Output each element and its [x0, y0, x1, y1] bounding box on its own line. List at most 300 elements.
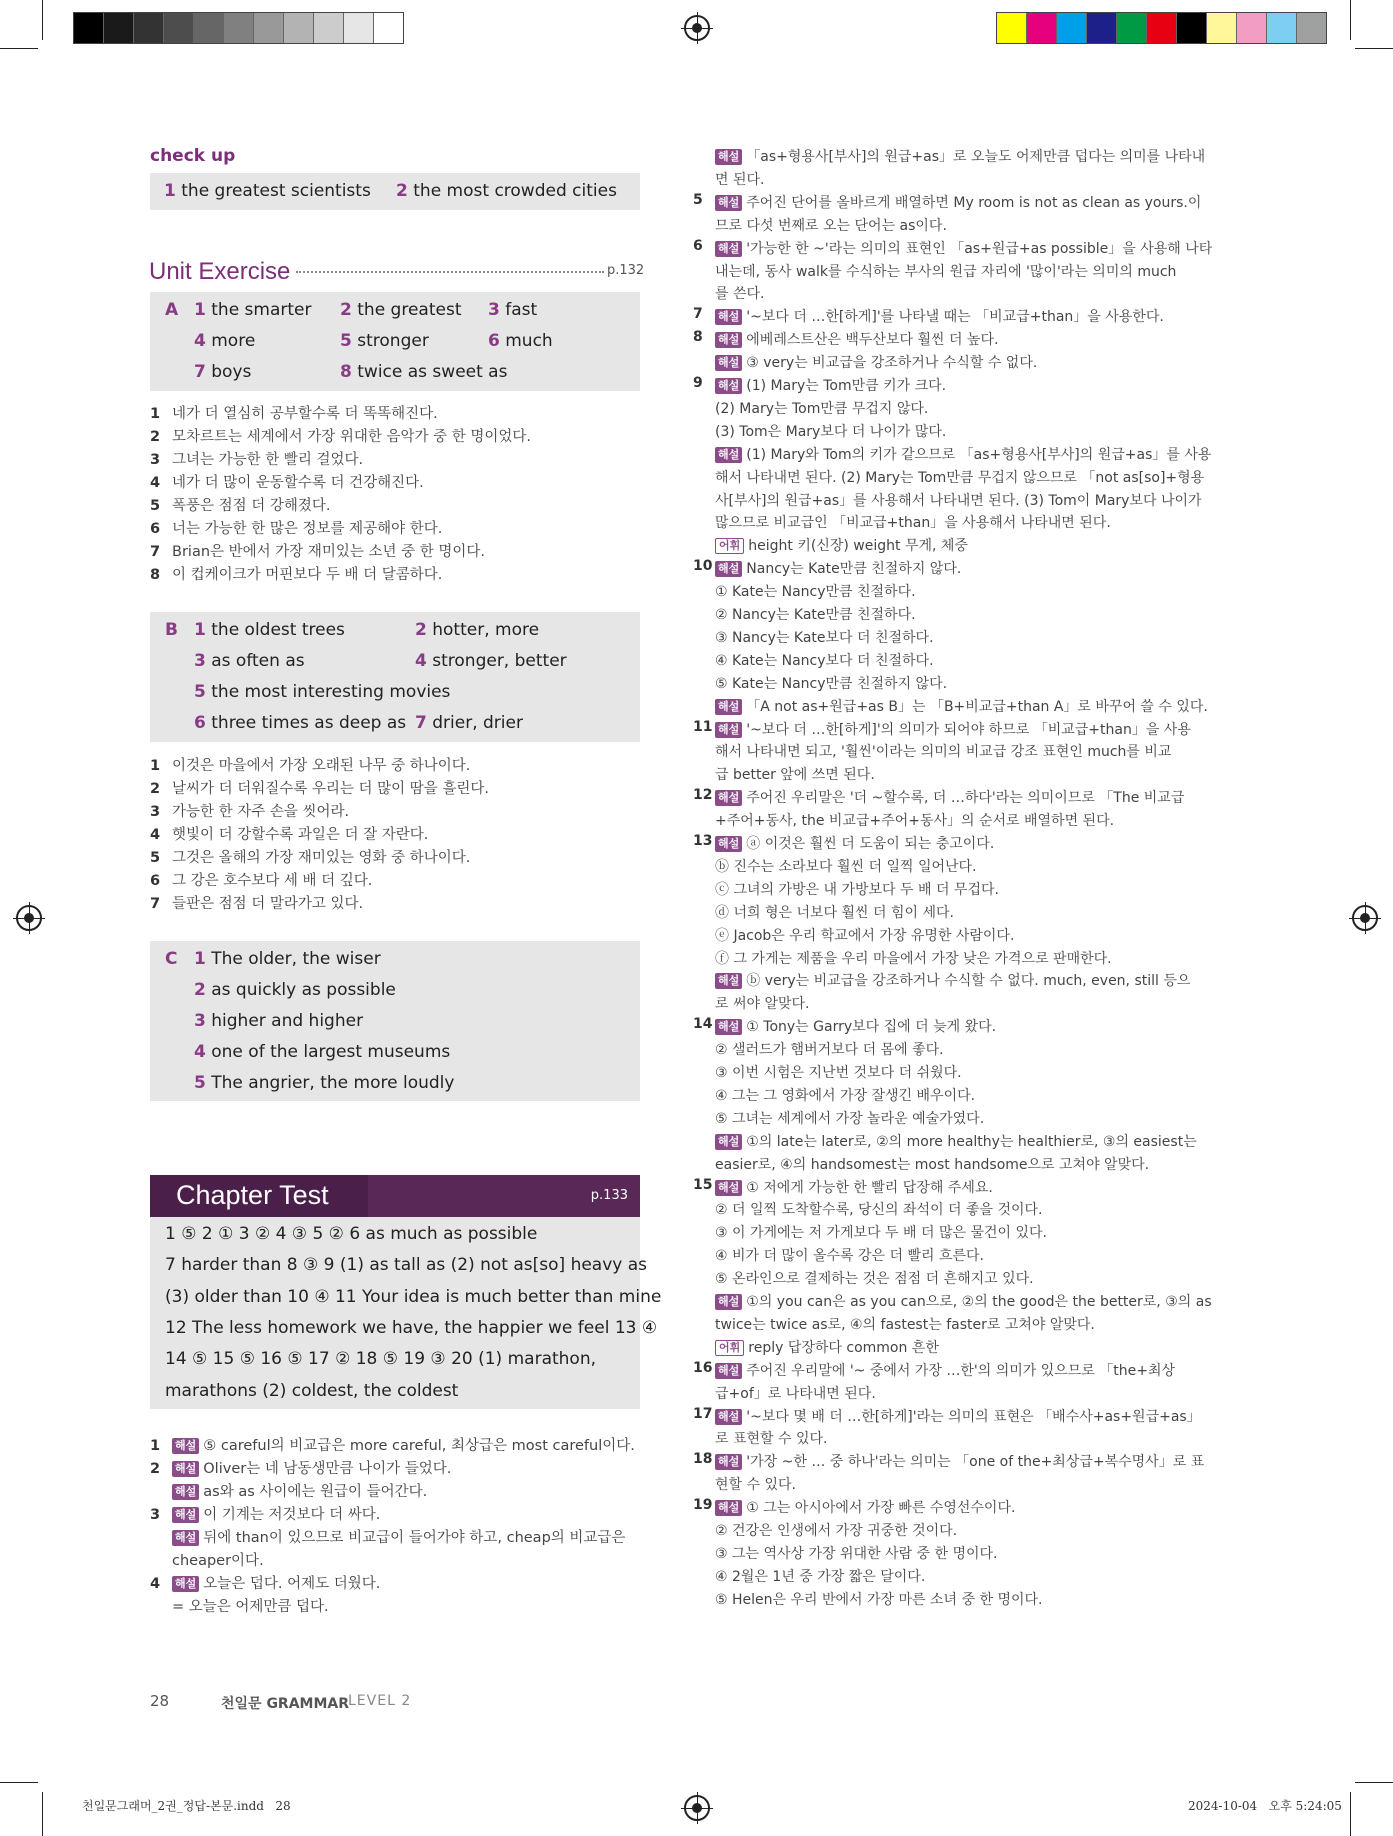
- explanation-tag: 해설: [715, 1454, 742, 1470]
- explanation-tag: 해설: [172, 1461, 199, 1477]
- chapter-test-answer-line: 12 The less homework we have, the happier we feel 13 ④: [165, 1317, 658, 1338]
- explanation-line: [715, 1245, 984, 1265]
- crop-mark: [42, 1792, 43, 1836]
- chapter-test-explanations-left: [150, 1435, 645, 1619]
- crop-mark: [42, 0, 43, 40]
- explanation-line: [150, 1504, 645, 1527]
- explanation-tag: 해설: [715, 790, 742, 806]
- explanation-tag: 해설: [715, 149, 742, 165]
- explanation-line: [150, 1573, 645, 1596]
- list-item: [150, 801, 640, 824]
- explanation-tag: 해설: [715, 699, 742, 715]
- explanation-line: [715, 444, 1211, 464]
- exercise-b-translations: [150, 755, 640, 916]
- explanation-tag: 해설: [715, 973, 742, 989]
- explanation-line: [715, 696, 1208, 716]
- explanation-line: [715, 169, 764, 189]
- exercise-a-translations: [150, 403, 640, 587]
- explanation-line: [715, 741, 1171, 761]
- item-text: ⑤ careful의 비교급은 more careful, 최상급은 most careful이다.: [203, 1438, 635, 1454]
- explanation-tag: 해설: [172, 1530, 199, 1546]
- explanation-line: [715, 764, 875, 784]
- list-item: [150, 495, 640, 518]
- answer-text: hotter, more: [432, 620, 540, 640]
- crop-mark: [1355, 48, 1393, 49]
- item-number: 2: [150, 429, 161, 445]
- list-item: [150, 893, 640, 916]
- answer-text: The angrier, the more loudly: [211, 1073, 455, 1093]
- explanation-line: [715, 1337, 939, 1357]
- answer-text: drier, drier: [432, 713, 523, 733]
- explanation-line: [715, 306, 1164, 326]
- explanation-text: ④ 비가 더 많이 올수록 강은 더 빨리 흐른다.: [715, 1248, 984, 1265]
- exercise-a-answer-box: [150, 292, 640, 391]
- registration-mark-icon: [684, 1795, 710, 1821]
- item-number: 7: [150, 544, 161, 560]
- explanation-line: [715, 1222, 1047, 1242]
- chapter-test-answer-line: (3) older than 10 ④ 11 Your idea is much better than mine: [165, 1286, 662, 1307]
- explanation-line: [715, 215, 947, 235]
- explanation-line: [715, 1291, 1212, 1311]
- answer-text: fast: [505, 300, 538, 320]
- question-number: 5: [693, 191, 703, 208]
- question-number: 9: [693, 375, 703, 391]
- item-number: 3: [150, 804, 161, 820]
- exercise-b-answer-box: [150, 612, 640, 742]
- explanation-text: ⑤ Helen은 우리 반에서 가장 마른 소녀 중 한 명이다.: [715, 1591, 1043, 1608]
- grayscale-color-bar: [73, 12, 404, 44]
- explanation-text: 「as+형용사[부사]의 원급+as」로 오늘도 어제만큼 덥다는 의미를 나타내: [746, 149, 1206, 165]
- explanation-text: +주어+동사, the 비교급+주어+동사」의 순서로 배열하면 된다.: [715, 813, 1115, 830]
- explanation-line: [715, 421, 946, 441]
- explanation-line: [715, 1497, 1015, 1517]
- explanation-text: ③ Nancy는 Kate보다 더 친절하다.: [715, 629, 934, 646]
- item-text: cheaper이다.: [172, 1553, 264, 1569]
- explanation-text: ④ 2월은 1년 중 가장 짧은 달이다.: [715, 1568, 926, 1585]
- explanation-line: [150, 1435, 645, 1458]
- explanation-text: '가장 ~한 … 중 하나'라는 의미는 「one of the+최상급+복수명사」로 표: [746, 1454, 1205, 1471]
- explanation-tag: 해설: [172, 1507, 199, 1523]
- explanation-line: [715, 512, 1111, 532]
- explanation-line: [715, 490, 1202, 510]
- explanation-text: twice는 twice as로, ④의 fastest는 faster로 고쳐야 알맞다.: [715, 1316, 1095, 1333]
- answer-text: much: [505, 331, 553, 351]
- question-number: 18: [693, 1451, 713, 1468]
- explanation-text: (3) Tom은 Mary보다 더 나이가 많다.: [715, 423, 947, 440]
- question-number: 15: [693, 1176, 713, 1193]
- color-swatch: [194, 13, 224, 43]
- explanation-tag: 해설: [715, 447, 742, 463]
- explanation-text: 급+of」로 나타내면 된다.: [715, 1385, 876, 1402]
- explanation-line: [715, 283, 764, 303]
- explanation-tag: 해설: [172, 1576, 199, 1592]
- explanation-text: 를 쓴다.: [715, 286, 765, 303]
- item-text: 들판은 점점 더 말라가고 있다.: [172, 896, 364, 912]
- explanation-text: ①의 you can은 as you can으로, ②의 the good은 the better로, ③의 as: [746, 1294, 1212, 1310]
- explanation-text: 현할 수 있다.: [715, 1477, 796, 1494]
- item-text: 이 기계는 저것보다 더 싸다.: [203, 1507, 381, 1523]
- unit-exercise-title: Unit Exercise: [149, 258, 291, 285]
- answer-number: 1: [194, 300, 206, 320]
- explanation-line: [715, 1016, 996, 1036]
- answer-number: 4: [194, 331, 206, 351]
- explanation-text: ③ 이 가게에는 저 가게보다 두 배 더 많은 물건이 있다.: [715, 1225, 1047, 1242]
- explanation-text: ② Nancy는 Kate만큼 친절하다.: [715, 607, 916, 623]
- explanation-line: [715, 1520, 957, 1540]
- answer-text: the greatest: [357, 300, 462, 320]
- page-reference: p.133: [590, 1188, 628, 1203]
- item-text: 모차르트는 세계에서 가장 위대한 음악가 중 한 명이었다.: [172, 429, 532, 445]
- item-text: Brian은 반에서 가장 재미있는 소년 중 한 명이다.: [172, 544, 486, 560]
- item-number: 4: [150, 475, 161, 491]
- slug-filename: 천일문그래머_2권_정답-본문.indd 28: [82, 1799, 291, 1813]
- explanation-line: [715, 1474, 796, 1494]
- book-level: LEVEL 2: [348, 1693, 412, 1709]
- explanation-text: ① 저에게 가능한 한 빨리 답장해 주세요.: [746, 1179, 993, 1196]
- question-number: 19: [693, 1497, 713, 1514]
- color-swatch: [1027, 13, 1057, 43]
- explanation-line: [715, 948, 1112, 968]
- answer-text: boys: [211, 362, 252, 382]
- item-number: 6: [150, 521, 161, 537]
- check-up-title: check up: [150, 146, 236, 166]
- vocab-tag: 어휘: [715, 538, 744, 554]
- chapter-test-title: Chapter Test: [176, 1180, 329, 1210]
- list-item: [150, 824, 640, 847]
- section-label: C: [165, 949, 178, 969]
- explanation-line: [715, 558, 961, 578]
- item-text: 너는 가능한 한 많은 정보를 제공해야 한다.: [172, 521, 443, 537]
- answer-text: stronger: [357, 331, 429, 351]
- explanation-line: [715, 1428, 827, 1448]
- question-number: 10: [693, 558, 713, 575]
- item-number: 8: [150, 567, 161, 583]
- explanation-line: [715, 329, 998, 349]
- crop-mark: [1350, 0, 1351, 40]
- registration-mark-icon: [16, 905, 42, 931]
- explanation-text: ③ 이번 시험은 지난번 것보다 더 쉬웠다.: [715, 1065, 962, 1081]
- explanation-line: [715, 1543, 998, 1563]
- answer-number: 2: [194, 980, 206, 1000]
- color-swatch: [1147, 13, 1177, 43]
- item-text: as와 as 사이에는 원급이 들어간다.: [203, 1484, 428, 1500]
- explanation-tag: 해설: [172, 1438, 199, 1454]
- item-number: 5: [150, 498, 161, 514]
- item-number: 2: [150, 781, 161, 797]
- explanation-line: [715, 581, 916, 601]
- explanation-tag: 해설: [715, 836, 742, 852]
- crop-mark: [0, 1782, 38, 1783]
- item-text: 그것은 올해의 가장 재미있는 영화 중 하나이다.: [172, 850, 471, 866]
- explanation-tag: 해설: [715, 722, 742, 738]
- answer-text: stronger, better: [432, 651, 567, 671]
- answer-number: 3: [488, 300, 500, 320]
- answer-number: 5: [194, 1073, 206, 1093]
- explanation-line: [715, 1085, 975, 1105]
- color-swatch: [224, 13, 254, 43]
- item-number: 3: [150, 452, 161, 468]
- explanation-text: 에베레스트산은 백두산보다 훨씬 더 높다.: [746, 332, 999, 349]
- process-color-bar: [996, 12, 1327, 44]
- explanation-text: 로 표현할 수 있다.: [715, 1431, 828, 1448]
- explanation-text: 「A not as+원급+as B」는 「B+비교급+than A」로 바꾸어 쓸 수 있다.: [746, 698, 1208, 715]
- answer-number: 3: [194, 651, 206, 671]
- explanation-text: 급 better 앞에 쓰면 된다.: [715, 767, 875, 784]
- color-swatch: [344, 13, 374, 43]
- item-number: 2: [150, 1461, 161, 1477]
- explanation-tag: 해설: [715, 309, 742, 325]
- item-text: 네가 더 많이 운동할수록 더 건강해진다.: [172, 475, 424, 491]
- explanation-line: [715, 238, 1212, 258]
- explanation-line: [715, 467, 1204, 487]
- color-swatch: [314, 13, 344, 43]
- explanation-text: 사[부사]의 원급+as」를 사용해서 나타내면 된다. (3) Tom이 Mary보다 나이가: [715, 492, 1202, 509]
- crop-mark: [1350, 1792, 1351, 1836]
- question-number: 6: [693, 237, 703, 254]
- explanation-text: 많으므로 비교급인 「비교급+than」을 사용해서 나타내면 된다.: [715, 515, 1111, 532]
- answer-text: three times as deep as: [211, 713, 407, 733]
- color-swatch: [104, 13, 134, 43]
- explanation-line: [715, 833, 994, 853]
- answer-number: 6: [488, 331, 500, 351]
- explanation-line: [715, 1199, 1043, 1219]
- explanation-text: ④ 그는 그 영화에서 가장 잘생긴 배우이다.: [715, 1087, 976, 1104]
- book-title: 천일문 GRAMMAR: [221, 1696, 350, 1712]
- item-number: 1: [150, 406, 161, 422]
- answer-number: 5: [194, 682, 206, 702]
- explanation-line: [715, 787, 1184, 807]
- explanation-line: [715, 352, 1037, 372]
- chapter-test-answer-line: 14 ⑤ 15 ⑤ 16 ⑤ 17 ② 18 ⑤ 19 ③ 20 (1) marathon,: [165, 1349, 597, 1370]
- explanation-tag: 해설: [715, 378, 742, 394]
- answer-text: the smarter: [211, 300, 312, 320]
- explanation-tag: 해설: [715, 561, 742, 577]
- answer-number: 1: [194, 949, 206, 969]
- list-item: [150, 426, 640, 449]
- item-text: 이 컵케이크가 머핀보다 두 배 더 달콤하다.: [172, 567, 443, 583]
- list-item: [150, 870, 640, 893]
- explanation-line: [715, 261, 1176, 281]
- answer-text: the most interesting movies: [211, 682, 451, 702]
- explanation-text: ③ 그는 역사상 가장 위대한 사람 중 한 명이다.: [715, 1545, 998, 1562]
- explanation-text: 주어진 우리말에 '~ 중에서 가장 …한'의 의미가 있으므로 「the+최상: [746, 1362, 1176, 1379]
- explanation-text: ③ very는 비교급을 강조하거나 수식할 수 없다.: [746, 355, 1038, 372]
- chapter-test-header: [150, 1175, 640, 1217]
- explanation-tag: 해설: [715, 332, 742, 348]
- explanation-line: [715, 1131, 1197, 1151]
- explanation-text: '~보다 더 …한[하게]'의 의미가 되어야 하므로 「비교급+than」을 사용: [746, 721, 1191, 738]
- item-text: 햇빛이 더 강할수록 과일은 더 잘 자란다.: [172, 827, 429, 843]
- answer-number: 6: [194, 713, 206, 733]
- item-number: 1: [150, 758, 161, 774]
- color-swatch: [1297, 13, 1326, 43]
- explanation-text: ② 건강은 인생에서 가장 귀중한 것이다.: [715, 1523, 958, 1539]
- crop-mark: [1355, 1782, 1393, 1783]
- item-number: 1: [150, 1438, 161, 1454]
- color-swatch: [1177, 13, 1207, 43]
- answer-number: 2: [396, 181, 408, 201]
- question-number: 8: [693, 329, 703, 346]
- explanation-tag: 해설: [715, 1294, 742, 1310]
- explanation-line: [150, 1481, 645, 1504]
- explanation-text: 로 써야 알맞다.: [715, 996, 810, 1013]
- explanation-text: ② 샐러드가 햄버거보다 더 몸에 좋다.: [715, 1042, 944, 1059]
- explanation-line: [715, 856, 977, 876]
- page-reference: p.132: [607, 263, 645, 278]
- crop-mark: [0, 48, 38, 49]
- explanation-text: Nancy는 Kate만큼 친절하지 않다.: [746, 561, 962, 578]
- list-item: [150, 778, 640, 801]
- question-number: 13: [693, 833, 713, 849]
- chapter-test-answer-line: marathons (2) coldest, the coldest: [165, 1380, 459, 1401]
- answer-number: 1: [164, 181, 176, 201]
- answer-text: the oldest trees: [211, 620, 345, 640]
- explanation-text: 므로 다섯 번째로 오는 단어는 as이다.: [715, 217, 947, 234]
- color-swatch: [284, 13, 314, 43]
- explanation-tag: 해설: [715, 1180, 742, 1196]
- color-swatch: [1117, 13, 1147, 43]
- color-swatch: [74, 13, 104, 43]
- explanation-line: [715, 1589, 1042, 1609]
- explanation-text: 해서 나타내면 된다. (2) Mary는 Tom만큼 무겁지 않으므로 「not as[so]+형용: [715, 469, 1205, 486]
- answer-number: 1: [194, 620, 206, 640]
- explanation-tag: 해설: [715, 355, 742, 371]
- explanation-text: ① Kate는 Nancy만큼 친절하다.: [715, 584, 916, 601]
- answer-text: as often as: [211, 651, 305, 671]
- explanation-line: [715, 192, 1201, 212]
- answer-number: 4: [194, 1042, 206, 1062]
- color-swatch: [374, 13, 403, 43]
- item-number: 7: [150, 896, 161, 912]
- explanation-line: [715, 650, 934, 670]
- answer-number: 8: [340, 362, 352, 382]
- question-number: 17: [693, 1405, 713, 1422]
- item-text: 오늘은 덥다. 어제도 더웠다.: [203, 1576, 381, 1592]
- explanation-line: [715, 1268, 1034, 1288]
- question-number: 12: [693, 787, 713, 804]
- explanation-line: [715, 925, 1014, 945]
- explanation-tag: 해설: [172, 1484, 199, 1500]
- answer-text: the greatest scientists: [181, 181, 371, 201]
- color-swatch: [1057, 13, 1087, 43]
- explanation-line: [150, 1527, 645, 1550]
- explanation-line: [715, 1566, 925, 1586]
- explanation-tag: 해설: [715, 1134, 742, 1150]
- explanation-line: [150, 1458, 645, 1481]
- item-number: 4: [150, 1576, 161, 1592]
- answer-number: 7: [415, 713, 427, 733]
- explanation-text: ⑤ Kate는 Nancy만큼 친절하지 않다.: [715, 675, 948, 692]
- item-text: 뒤에 than이 있으므로 비교급이 들어가야 하고, cheap의 비교급은: [203, 1530, 626, 1546]
- explanation-line: [715, 1108, 984, 1128]
- answer-text: higher and higher: [211, 1011, 364, 1031]
- item-text: 그녀는 가능한 한 빨리 걸었다.: [172, 452, 364, 468]
- explanation-text: ⑤ 그녀는 세계에서 가장 놀라운 예술가였다.: [715, 1110, 985, 1127]
- item-number: 3: [150, 1507, 161, 1523]
- explanation-text: ⓐ 이것은 훨씬 더 도움이 되는 충고이다.: [746, 836, 995, 852]
- item-number: 6: [150, 873, 161, 889]
- list-item: [150, 564, 640, 587]
- list-item: [150, 755, 640, 778]
- item-number: 4: [150, 827, 161, 843]
- answer-number: 2: [415, 620, 427, 640]
- explanation-tag: 해설: [715, 1363, 742, 1379]
- explanation-line: [715, 993, 810, 1013]
- exercise-c-answer-box: [150, 941, 640, 1101]
- dotted-leader: [296, 271, 604, 273]
- color-swatch: [1207, 13, 1237, 43]
- explanation-text: height 키(신장) weight 무게, 체중: [748, 538, 968, 555]
- item-text: 그 강은 호수보다 세 배 더 깊다.: [172, 873, 373, 889]
- explanation-line: [715, 879, 999, 899]
- explanation-text: ⑤ 온라인으로 결제하는 것은 점점 더 흔해지고 있다.: [715, 1271, 1034, 1288]
- explanation-line: [715, 1039, 944, 1059]
- question-number: 14: [693, 1016, 713, 1033]
- check-up-answer-box: [150, 173, 640, 210]
- explanation-text: '~보다 더 …한[하게]'를 나타낼 때는 「비교급+than」을 사용한다.: [746, 309, 1164, 326]
- explanation-text: ⓒ 그녀의 가방은 내 가방보다 두 배 더 무겁다.: [715, 881, 999, 898]
- explanation-line: [715, 535, 968, 555]
- explanation-line: [715, 902, 954, 922]
- explanation-line: [715, 604, 916, 624]
- item-text: 폭풍은 점점 더 강해졌다.: [172, 498, 331, 514]
- section-label: A: [165, 300, 179, 320]
- explanation-line: [150, 1550, 645, 1573]
- section-label: B: [165, 620, 178, 640]
- explanation-text: (2) Mary는 Tom만큼 무겁지 않다.: [715, 400, 929, 417]
- list-item: [150, 403, 640, 426]
- answer-number: 4: [415, 651, 427, 671]
- color-swatch: [254, 13, 284, 43]
- explanation-line: [715, 1406, 1201, 1426]
- explanation-line: [715, 1314, 1095, 1334]
- answer-text: as quickly as possible: [211, 980, 396, 1000]
- explanation-line: [715, 810, 1114, 830]
- explanation-line: [715, 1383, 876, 1403]
- color-swatch: [134, 13, 164, 43]
- explanation-line: [150, 1596, 645, 1619]
- explanation-text: '가능한 한 ~'라는 의미의 표현인 「as+원급+as possible」을 사용해 나타: [746, 240, 1213, 257]
- explanation-text: 해서 나타내면 되고, '훨씬'이라는 의미의 비교급 강조 표현인 much를 비교: [715, 744, 1172, 761]
- explanation-text: ⓑ 진수는 소라보다 훨씬 더 일찍 일어난다.: [715, 858, 977, 875]
- explanation-text: (1) Mary는 Tom만큼 키가 크다.: [746, 378, 947, 394]
- explanation-text: reply 답장하다 common 흔한: [748, 1339, 939, 1356]
- list-item: [150, 847, 640, 870]
- explanation-line: [715, 1360, 1175, 1380]
- explanation-line: [715, 146, 1205, 166]
- list-item: [150, 472, 640, 495]
- explanation-text: ⓑ very는 비교급을 강조하거나 수식할 수 없다. much, even, still 등으: [746, 973, 1191, 990]
- color-swatch: [1237, 13, 1267, 43]
- explanation-line: [715, 375, 946, 395]
- chapter-test-answer-line: 7 harder than 8 ③ 9 (1) as tall as (2) not as[so] heavy as: [165, 1255, 648, 1276]
- explanation-text: ① 그는 아시아에서 가장 빠른 수영선수이다.: [746, 1500, 1016, 1517]
- item-text: 이것은 마을에서 가장 오래된 나무 중 하나이다.: [172, 758, 471, 774]
- explanation-text: ② 더 일찍 도착할수록, 당신의 좌석이 더 좋을 것이다.: [715, 1202, 1043, 1219]
- item-text: = 오늘은 어제만큼 덥다.: [172, 1599, 329, 1615]
- answer-text: one of the largest museums: [211, 1042, 451, 1062]
- answer-number: 7: [194, 362, 206, 382]
- explanation-text: 면 된다.: [715, 171, 765, 188]
- explanation-text: ①의 late는 later로, ②의 more healthy는 healthier로, ③의 easiest는: [746, 1133, 1197, 1150]
- item-text: Oliver는 네 남동생만큼 나이가 들었다.: [203, 1461, 452, 1477]
- registration-mark-icon: [684, 15, 710, 41]
- color-swatch: [1267, 13, 1297, 43]
- explanation-tag: 해설: [715, 1019, 742, 1035]
- item-text: 네가 더 열심히 공부할수록 더 똑똑해진다.: [172, 406, 438, 422]
- list-item: [150, 449, 640, 472]
- answer-number: 3: [194, 1011, 206, 1031]
